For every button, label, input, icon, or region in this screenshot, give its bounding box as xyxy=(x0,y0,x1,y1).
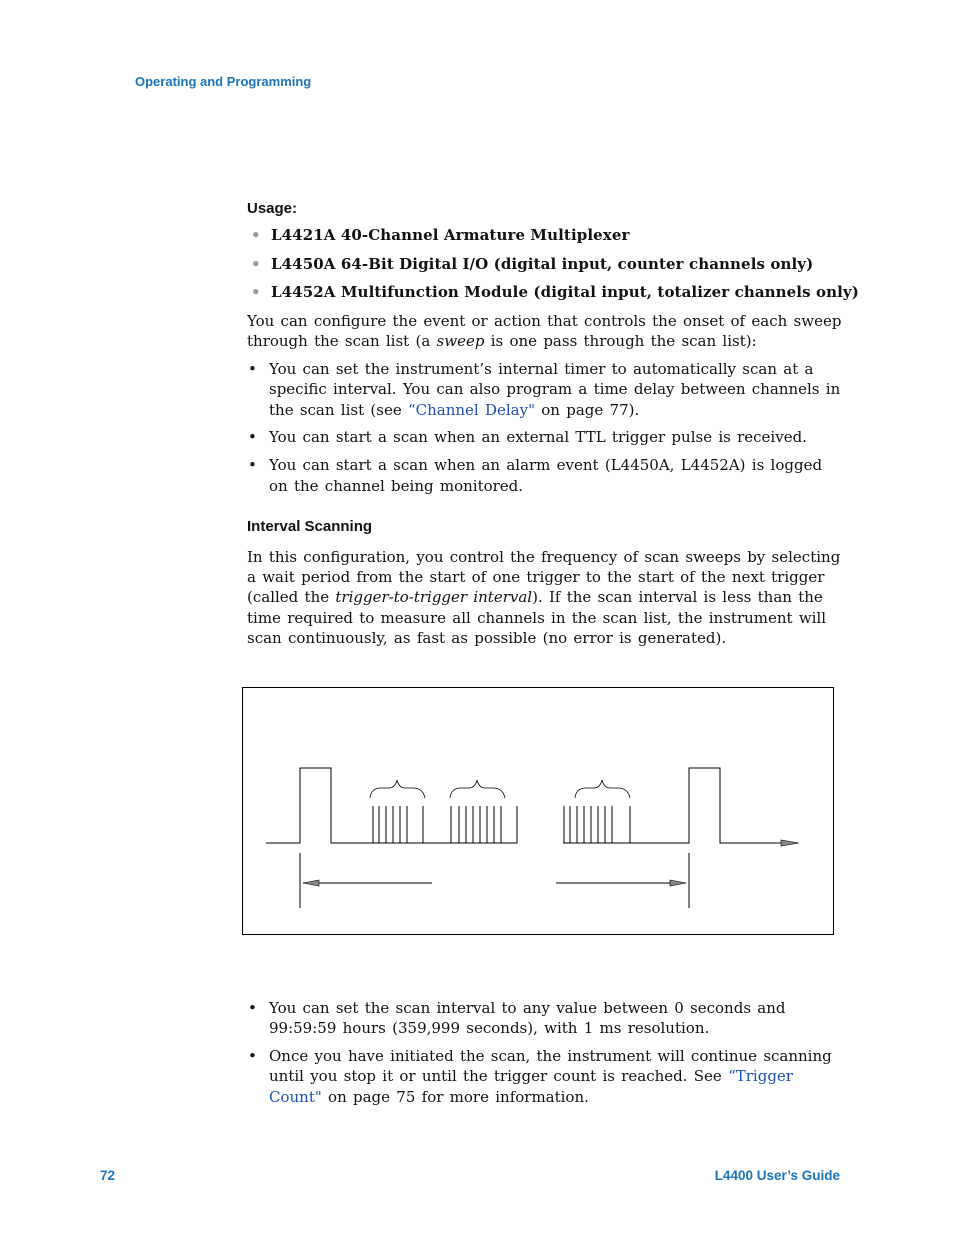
usage-item: • L4450A 64-Bit Digital I/O (digital input, counter channels only) xyxy=(251,254,814,273)
bullet-icon: • xyxy=(248,360,257,379)
arrowhead-left xyxy=(303,880,319,886)
guide-title: L4400 User’s Guide xyxy=(714,1168,840,1183)
intro-paragraph: You can configure the event or action that controls the onset of each sweep through the scan list (a sweep is one pass through the scan list): xyxy=(247,311,842,350)
notes-list xyxy=(247,998,847,1107)
post-diagram-content xyxy=(247,998,847,1114)
brace-3 xyxy=(575,780,630,798)
channel-pulses-group-3 xyxy=(570,806,612,843)
usage-list xyxy=(247,225,859,302)
signal-waveform-left xyxy=(266,768,517,843)
trigger-count-link[interactable]: “Trigger Count" xyxy=(269,1067,793,1106)
interval-paragraph: In this configuration, you control the frequency of scan sweeps by selecting a wait period from the start of one trigger to the start of the next trigger (called the trigger-to-trigger interval). If the scan interval is less than the time required to measure all channels in the scan list, the instrument will scan continuously, as fast as possible (no error is generated). xyxy=(247,547,841,648)
usage-item: • L4452A Multifunction Module (digital input, totalizer channels only) xyxy=(251,283,859,301)
list-item: • You can set the scan interval to any value between 0 seconds and 99:59:59 hours (359,999 seconds), with 1 ms resolution. xyxy=(248,999,786,1038)
channel-pulses-group-2 xyxy=(459,806,501,843)
interval-scanning-heading: Interval Scanning xyxy=(247,517,373,535)
channel-delay-link[interactable]: “Channel Delay" xyxy=(407,400,535,419)
channel-pulses-group-1 xyxy=(379,806,407,843)
usage-item: • L4421A 40-Channel Armature Multiplexer xyxy=(251,226,630,244)
brace-2 xyxy=(450,780,505,798)
bullet-icon: • xyxy=(251,226,261,244)
page-number: 72 xyxy=(100,1168,116,1183)
usage-label: Usage: xyxy=(247,200,298,217)
timing-diagram-svg xyxy=(243,688,835,936)
page-content xyxy=(247,200,859,648)
bullet-icon: • xyxy=(251,254,261,273)
bullet-icon: • xyxy=(248,428,257,447)
bullet-icon: • xyxy=(248,1047,257,1066)
list-item: • You can start a scan when an alarm event (L4450A, L4452A) is logged on the channel being monitored. xyxy=(248,456,823,495)
trigger-event-list xyxy=(247,359,847,496)
signal-waveform-right xyxy=(563,768,785,843)
bullet-icon: • xyxy=(248,999,257,1017)
bullet-icon: • xyxy=(251,283,261,301)
brace-1 xyxy=(370,780,425,798)
arrowhead-right xyxy=(670,880,686,886)
list-item: • Once you have initiated the scan, the instrument will continue scanning until you stop it or until the trigger count is reached. See “Trigger Count" on page 75 for more information. xyxy=(248,1047,832,1106)
interval-timing-diagram xyxy=(242,687,834,935)
running-header: Operating and Programming xyxy=(135,74,312,89)
bullet-icon: • xyxy=(248,456,257,475)
list-item: • You can start a scan when an external TTL trigger pulse is received. xyxy=(248,428,807,447)
time-axis-arrowhead xyxy=(781,840,799,846)
list-item: • You can set the instrument’s internal timer to automatically scan at a specific interval. You can also program a time delay between channels in the scan list (see “Channel Delay" on page 77). xyxy=(248,360,841,419)
